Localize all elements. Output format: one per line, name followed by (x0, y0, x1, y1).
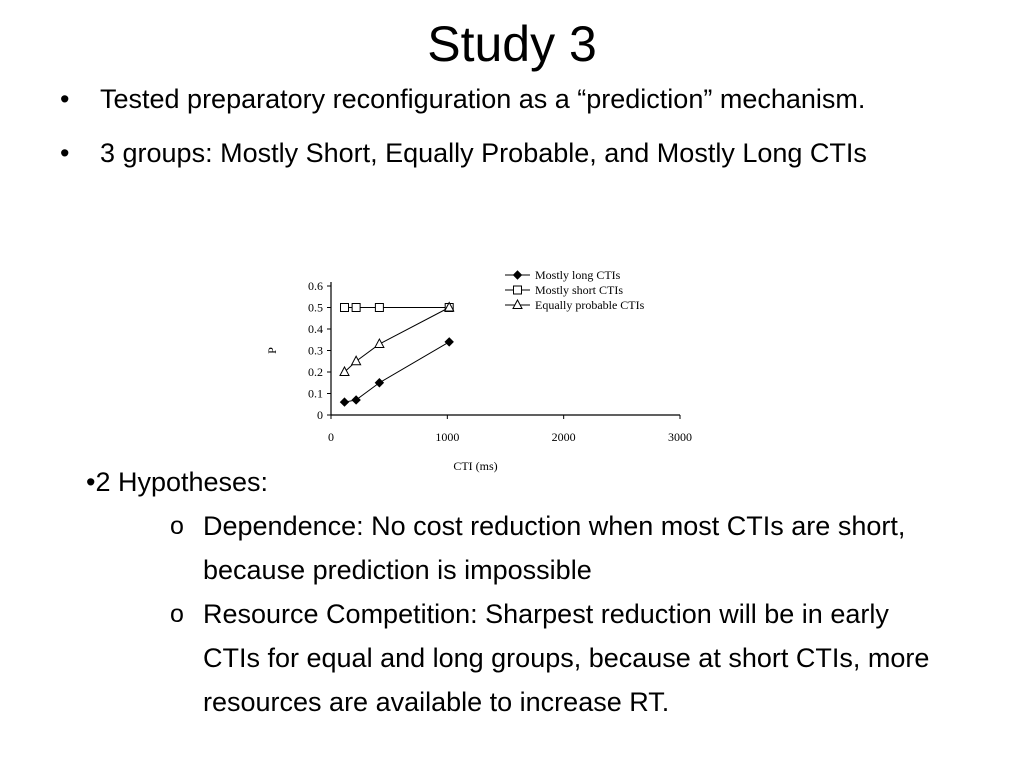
bullet-text: Tested preparatory reconfiguration as a “prediction” mechanism. (100, 84, 866, 114)
bullet-text: 3 groups: Mostly Short, Equally Probable, and Mostly Long CTIs (100, 138, 867, 168)
legend-label: Mostly long CTIs (535, 268, 621, 282)
y-tick-label: 0.1 (308, 386, 323, 401)
bullet-dot: • (60, 138, 70, 168)
x-tick-label: 1000 (435, 430, 460, 444)
data-point (445, 338, 453, 346)
data-point (340, 367, 349, 376)
hypotheses-list (170, 504, 940, 724)
bullet-item (60, 132, 940, 174)
y-tick-label: 0.6 (308, 279, 323, 293)
x-tick-label: 0 (328, 430, 334, 444)
y-tick-label: 0 (317, 408, 323, 422)
legend-marker (513, 300, 522, 309)
y-tick-label: 0.4 (308, 322, 323, 336)
line-chart (262, 262, 702, 477)
hypotheses-heading: •2 Hypotheses: (86, 467, 269, 497)
y-tick-label: 0.3 (308, 343, 323, 358)
bullet-list (60, 78, 940, 186)
y-tick-label: 0.5 (308, 300, 323, 315)
data-point (375, 379, 383, 387)
hypothesis-text: Resource Competition: Sharpest reduction will be in early CTIs for equal and long groups, because at short CTIs, more resources are available to increase RT. (203, 599, 930, 717)
bullet-item (60, 78, 940, 120)
hypothesis-text: Dependence: No cost reduction when most CTIs are short, because prediction is impossible (203, 511, 906, 585)
chart (262, 262, 702, 477)
hypothesis-item (170, 504, 940, 592)
data-point (340, 398, 348, 406)
series-line-0 (344, 342, 449, 402)
x-tick-label: 3000 (668, 430, 692, 444)
legend-label: Mostly short CTIs (535, 283, 624, 297)
data-point (352, 396, 360, 404)
sub-bullet-marker: o (170, 600, 184, 628)
legend-marker (514, 271, 522, 279)
data-point (375, 339, 384, 348)
hypothesis-item (170, 592, 940, 724)
data-point (352, 356, 361, 365)
legend-marker (514, 286, 522, 294)
y-tick-label: 0.2 (308, 365, 323, 379)
data-point (340, 304, 348, 312)
series-line-2 (344, 308, 449, 373)
x-axis-label: CTI (ms) (453, 459, 498, 473)
slide-title: Study 3 (427, 16, 597, 72)
data-point (352, 304, 360, 312)
sub-bullet-marker: o (170, 512, 184, 540)
bullet-dot: • (60, 84, 70, 114)
y-axis-label: P (265, 347, 279, 354)
x-tick-label: 2000 (551, 430, 576, 444)
data-point (375, 304, 383, 312)
legend-label: Equally probable CTIs (535, 298, 645, 312)
